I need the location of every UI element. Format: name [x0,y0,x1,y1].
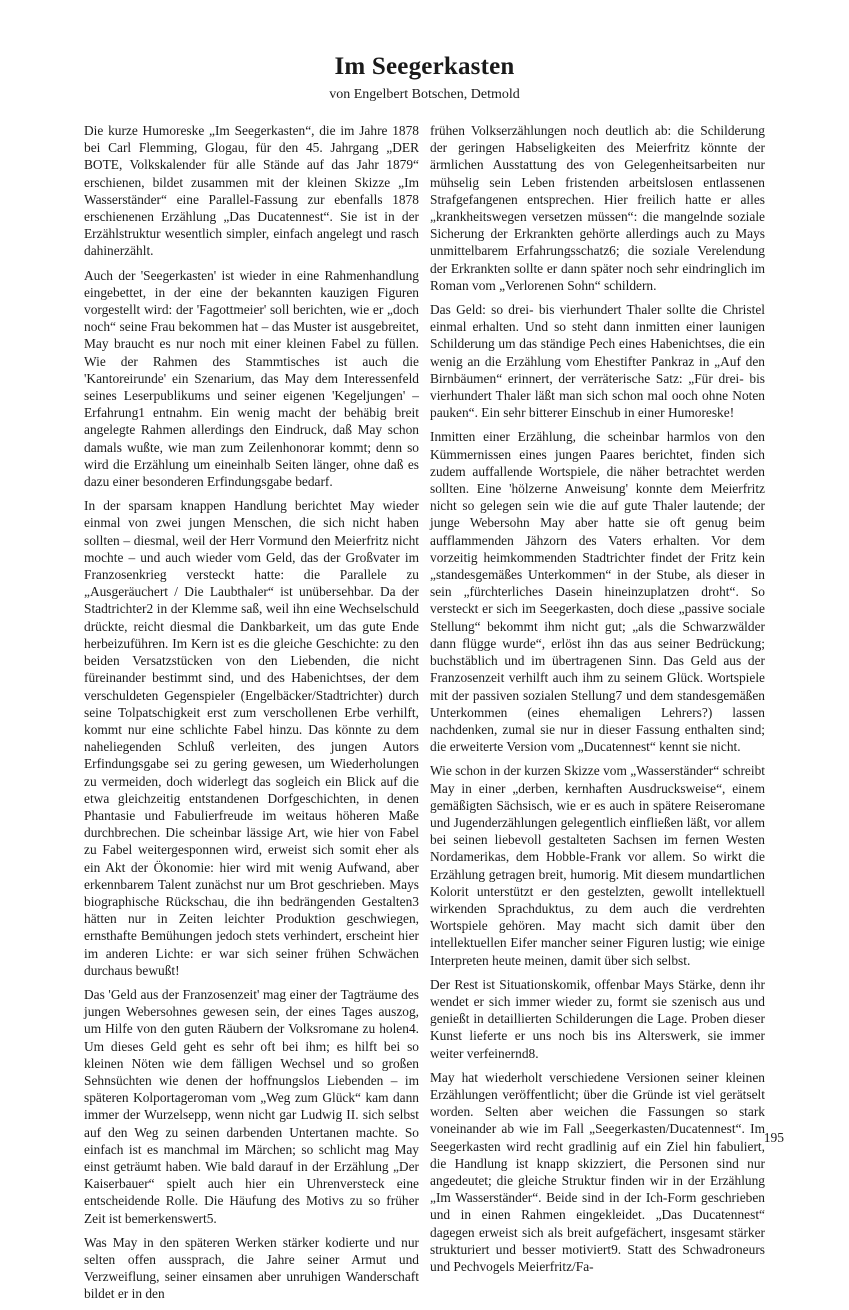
paragraph: Das Geld: so drei- bis vierhundert Thaler sollte die Christel einmal erhalten. Und so steht dann inmitten einer launigen Schilderung um das ständige Pech eines Habenichtses, die ein wenig an die Erzählung vom Ehestifter Pankraz in „Auf den Birnbäumen“ erinnert, der verräterische Satz: „Für drei- bis vierhundert Thaler läßt man sich schon mal ooch ohne Noten pauken“. Ein sehr bitterer Einschub in einer Humoreske! [430,302,765,421]
article-author: von Engelbert Botschen, Detmold [329,87,520,102]
paragraph: May hat wiederholt verschiedene Versionen seiner kleinen Erzählungen veröffentlicht; über die Gründe ist viel gerätselt worden. Selten aber weichen die Fassungen so stark voneinander ab wie im Fall „Seegerkasten/Ducatennest“. Im Seegerkasten wird recht gradlinig auf ein Ziel hin fabuliert, die Handlung ist knapp skizziert, die Personen sind nur angedeutet; die gleiche Struktur finden wir in der Erzählung „Im Wasserständer“. Beide sind in der Ich-Form geschrieben und in einen Rahmen eingekleidet. „Das Ducatennest“ dagegen erweist sich als breit aufgefächert, insgesamt stärker strukturiert und besser motiviert9. Statt des Schwadroneurs und Pechvogels Meierfritz/Fa- [430,1069,765,1274]
paragraph: Wie schon in der kurzen Skizze vom „Wasserständer“ schreibt May in einer „derben, kernhaften Ausdrucksweise“, einem gemäßigten Sächsisch, wie er es auch in spätere Reiseromane und Jugenderzählungen gelegentlich einfließen läßt, vor allem bei seinen liebevoll gestalteten Sachsen im fernen Westen Nordamerikas, dem Hobble-Frank vor allem. So wirkt die Erzählung getragen breit, humorig. Mit diesem mundartlichen Kolorit unterstützt er den gestelzten, gewollt intellektuell wirkenden Sprachduktus, zu dem auch die verdrehten Wortspiele gehören. May macht sich damit über den intellektuellen Eifer mancher seiner Figuren lustig; wie einige Interpreten heute meinen, damit über sich selbst. [430,763,765,968]
paragraph: Auch der 'Seegerkasten' ist wieder in eine Rahmenhandlung eingebettet, in der eine der bekannten kauzigen Figuren vorgestellt wird: der 'Fagottmeier' soll berichten, wie er „doch noch“ seine Frau bekommen hat – das Muster ist ausgebreitet, May braucht es nur noch mit einer kleinen Fabel zu füllen. Wie der Rahmen des Stammtisches ist auch die 'Kantoreirunde' ein Szenarium, das May dem Interessenfeld seines Leserpublikums und seiner eigenen 'Kegeljungen' – Erfahrung1 entnahm. Ein wenig macht der behäbig breit angelegte Rahmen allerdings den Eindruck, daß May schon damals wußte, wie man zum Zeilenhonorar kommt; denn so wird die Erzählung um eineinhalb Seiten länger, ohne daß es dazu einer besonderen Erfindungsgabe bedarf. [84,267,419,490]
article-title: Im Seegerkasten [334,53,515,80]
article-header [0,52,849,104]
page-number: 195 [763,1130,784,1145]
paragraph: Was May in den späteren Werken stärker kodierte und nur selten offen aussprach, die Jahre seiner Armut und Verzweiflung, seiner einsamen aber unruhigen Wanderschaft bildet er in den [84,1234,419,1302]
paragraph: Inmitten einer Erzählung, die scheinbar harmlos von den Kümmernissen eines jungen Paares berichtet, finden sich zudem auffallende Wortspiele, die näher betrachtet werden sollten. Eine 'hölzerne Anweisung' konnte dem Meierfritz nicht so gelegen sein wie die auf gute Thaler lautende; der junge Webersohn May aber hatte sie oft genug beim aufflammenden Jähzorn des Vaters erhalten. Vor dem vorzeitig heimkommenden Stadtrichter findet der Fritz kein „standesgemäßes Unterkommen“ in der Stube, als dieser in sein „fürchterliches Dasein hineinzuplatzen droht“. So versteckt er sich im Seegerkasten, doch diese „passive sociale Stellung“ bekommt ihm nicht gut; „als die Schwarzwälder dann flügge wurde“, erlöst ihn das aus seiner Bedrückung; buchstäblich und im übertragenen Sinn. Das Geld aus der Franzosenzeit verhilft auch ihm zu seinem Glück. Wortspiele mit der passiven sozialen Stellung7 und dem standesgemäßen Unterkommen (eines ehemaligen Lehrers?) lassen nachdenken, zumal sie nur in dieser Fassung enthalten sind; die erweiterte Version vom „Ducatennest“ kennt sie nicht. [430,429,765,755]
paragraph: Das 'Geld aus der Franzosenzeit' mag einer der Tagträume des jungen Webersohnes gewesen sein, der eines Tages auszog, um Hilfe von den guten Räubern der Volksromane zu holen4. Um dieses Geld geht es sehr oft bei ihm; es hilft bei so kleinen Nöten wie dem fälligen Wechsel und so großen Sehnsüchten wie denen der hoffnungslos Liebenden – im späteren Kolportageroman vom „Weg zum Glück“ kam dann immer der Wurzelsepp, wenn nicht gar Ludwig II. sich selbst auf den Weg zu seinen darbenden Untertanen machte. So einfach ist es manchmal im Märchen; so schlicht mag May einst geträumt haben. Wie bald darauf in der Erzählung „Der Kaiserbauer“ spielt auch hier ein Uhrenversteck eine entscheidende Rolle. Die Häufung des Motivs zu so früher Zeit ist bemerkenswert5. [84,986,419,1226]
paragraph: Die kurze Humoreske „Im Seegerkasten“, die im Jahre 1878 bei Carl Flemming, Glogau, für den 45. Jahrgang „DER BOTE, Volkskalender für alle Stände auf das Jahr 1879“ erschienen, bildet zusammen mit der kleinen Skizze „Im Wasserständer“ eine Parallel-Fassung zur ebenfalls 1878 erschienenen Erzählung „Das Ducatennest“. Sie ist in der Erzählstruktur wesentlich simpler, einfach angelegt und rasch dahinerzählt. [84,123,419,259]
paragraph: frühen Volkserzählungen noch deutlich ab: die Schilderung der geringen Habseligkeiten des Meierfritz könnte der ärmlichen Ausstattung des von Gelegenheitsarbeiten nur mühselig sein Leben fristenden arbeitslosen entlassenen Strafgefangenen entsprechen. Hier freilich hatte er alles „krankheitswegen versetzen müssen“: die mangelnde soziale Sicherung der Erkrankten gehörte allerdings auch zu Mays unmittelbarem Erfahrungsschatz6; die soziale Verelendung der Erkrankten sollte er dann später noch sehr eindringlich im Roman vom „Verlorenen Sohn“ schildern. [430,123,765,293]
paragraph: In der sparsam knappen Handlung berichtet May wieder einmal von zwei jungen Menschen, die sich nicht haben sollten – diesmal, weil der Herr Vormund den Meierfritz nicht mochte – und auch wieder vom Geld, das der Großvater im Franzosenkrieg versteckt hatte: die Parallele zu „Ausgeräuchert / Die Laubthaler“ ist unübersehbar. Da der Stadtrichter2 in der Klemme saß, weil ihn eine Wechselschuld drückte, reicht diesmal die Dankbarkeit, um das gute Ende herbeizuführen. Im Kern ist es die gleiche Geschichte: zu den beiden Versatzstücken von den Liebenden, die nicht füreinander bestimmt sind, und des Habenichtses, der dem verschuldeten Gegenspieler (Engelbäcker/Stadtrichter) durch seine Tolpatschigkeit erst zum verschollenen Erbe verhilft, kommt nur eine schlichte Fabel hinzu. Das könnte zu dem naheliegenden Schluß verleiten, des jungen Autors Erfindungsgabe sei zu gering gewesen, um Wiederholungen zu vermeiden, doch widerlegt das sogleich ein Blick auf die etwa gleichzeitig entstandenen Dorfgeschichten, in denen Phantasie und Fabulierfreude im weitaus höheren Maße durchbrechen. Die scheinbar lässige Art, wie hier von Fabel zu Fabel weitergesponnen wird, erweist sich somit eher als ein Akt der Ökonomie: hier wird mit wenig Aufwand, aber erkennbarem Talent zunächst nur um Brot geschrieben. Mays biographische Rückschau, die ihn bedrängenden Gestalten3 hätten nur in Zeiten leichter Produktion geschwiegen, ernsthafte Bemühungen jedoch stets verhindert, erscheint hier im anderen Lichte: er war sich seiner frühen Schwächen durchaus bewußt! [84,498,419,978]
paragraph: Der Rest ist Situationskomik, offenbar Mays Stärke, denn ihr wendet er sich immer wieder zu, formt sie szenisch aus und genießt in detaillierten Schilderungen die Lage. Proben dieser Kunst lieferte er uns noch bis ins Alterswerk, sie immer weiter verfeinernd8. [430,976,765,1061]
left-column [84,122,419,1310]
right-column [430,122,765,1282]
